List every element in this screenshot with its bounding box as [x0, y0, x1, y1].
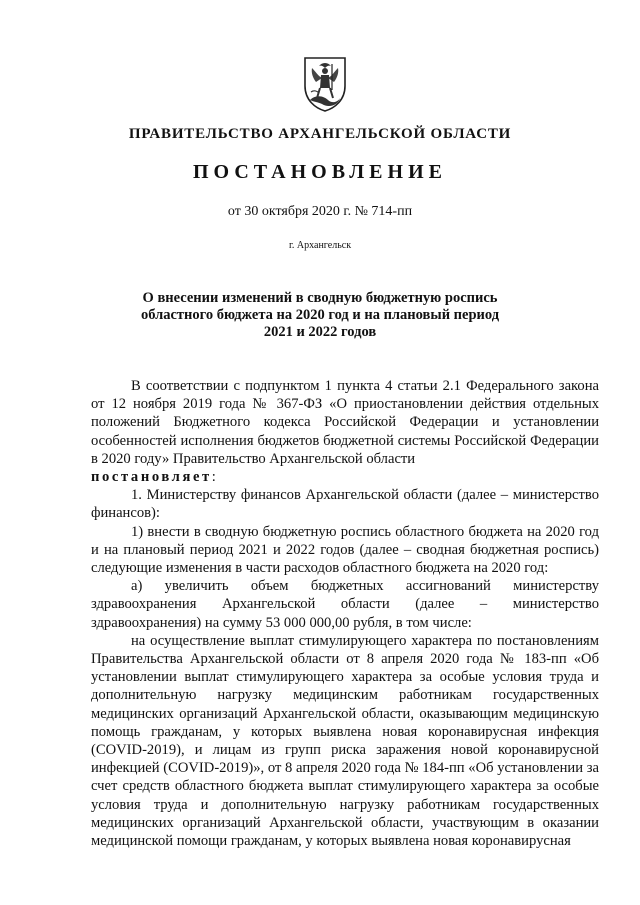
- intro-text: В соответствии с подпунктом 1 пункта 4 статьи 2.1 Федерального закона от 12 ноября 2019 года № 367-ФЗ «О приостановлении действия отдельных положений Бюджетного кодекса Российской Федерации и установлении особенностей исполнения бюджетов бюджетной системы Российской Федерации в 2020 году» Правительство Архангельской области: [91, 378, 599, 467]
- organization-name: ПРАВИТЕЛЬСТВО АРХАНГЕЛЬСКОЙ ОБЛАСТИ: [128, 126, 512, 142]
- title-line: областного бюджета на 2020 год и на плановый период: [140, 307, 500, 323]
- title-line: О внесении изменений в сводную бюджетную роспись: [142, 290, 498, 306]
- document-type: ПОСТАНОВЛЕНИЕ: [193, 161, 447, 183]
- title-line: 2021 и 2022 годов: [263, 324, 377, 340]
- body-paragraph: 1) внести в сводную бюджетную роспись областного бюджета на 2020 год и на плановый период 2021 и 2022 годов (далее – сводная бюджетная роспись) следующие изменения в части расходов областного бюджета на 2020 год:: [91, 523, 599, 577]
- resolves-word: постановляет: [91, 469, 212, 486]
- body-paragraph: а) увеличить объем бюджетных ассигнований министерству здравоохранения Архангельской области (далее – министерство здравоохранения) на сумму 53 000 000,00 рубля, в том числе:: [91, 578, 599, 631]
- resolves-colon: :: [211, 469, 216, 486]
- document-title: [130, 290, 510, 341]
- body-paragraph: 1. Министерству финансов Архангельской области (далее – министерство финансов):: [91, 487, 599, 522]
- body-paragraph: на осуществление выплат стимулирующего характера по постановлениям Правительства Архангельской области от 8 апреля 2020 года № 183-пп «Об установлении выплат стимулирующего характера за особые условия труда и дополнительную нагрузку медицинским работникам государственных медицинских организаций Архангельской области, оказывающим медицинскую помощь гражданам, у которых выявлена новая коронавирусная инфекция (COVID-2019), и лицам из групп риска заражения новой коронавирусной инфекцией (COVID-2019)», от 8 апреля 2020 года № 184-пп «Об установлении за счет средств областного бюджета выплат стимулирующего характера за особые условия труда и дополнительную нагрузку работникам государственных медицинских организаций Архангельской области, участвующим в оказании медицинской помощи гражданам, у которых выявлена новая коронавирусная: [91, 632, 599, 850]
- document-body: [91, 377, 599, 850]
- intro-paragraph: [91, 377, 599, 486]
- coat-of-arms-icon: [302, 56, 348, 112]
- document-date-number: от 30 октября 2020 г. № 714-пп: [227, 204, 413, 219]
- document-city: г. Архангельск: [288, 240, 352, 251]
